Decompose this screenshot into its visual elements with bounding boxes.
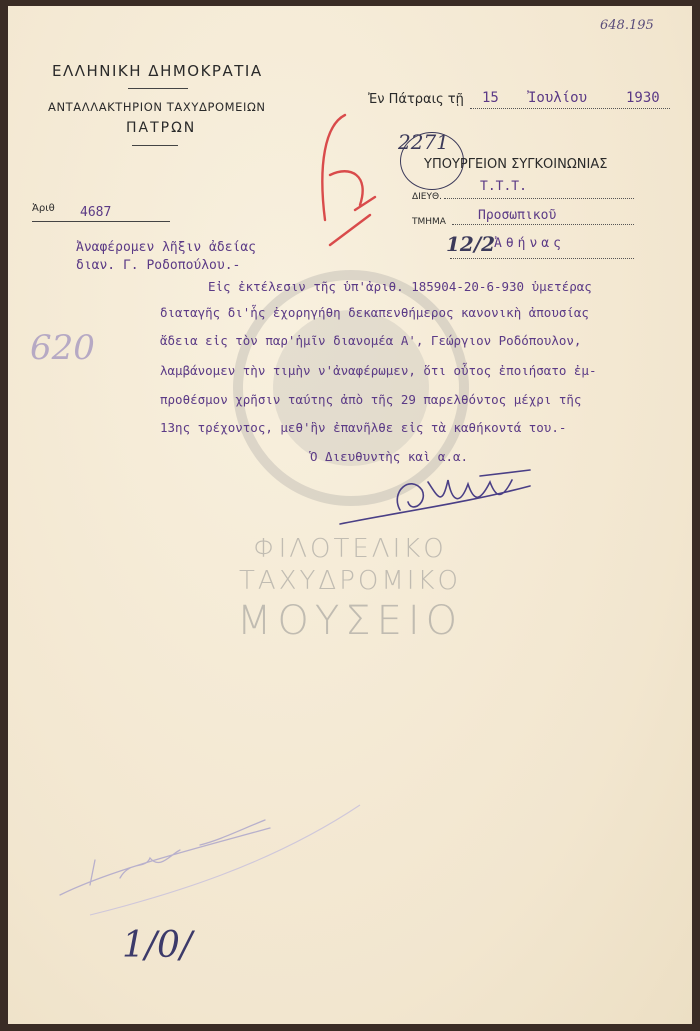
- number-label: Ἀριθ: [32, 203, 55, 214]
- letterhead-city: ΠΑΤΡΩΝ: [126, 120, 197, 136]
- date-day: 15: [482, 90, 499, 106]
- letterhead-country: ΕΛΛΗΝΙΚΗ ΔΗΜΟΚΡΑΤΙΑ: [52, 62, 263, 80]
- letterhead-underline: [132, 145, 178, 146]
- body-line: Εἰς ἐκτέλεσιν τῆς ὑπ'ἀριθ. 185904-20-6-930 ὑμετέρας: [208, 279, 592, 294]
- recipient-section-value: Προσωπικοῦ: [478, 208, 557, 223]
- body-line: διαταγῆς δι'ἧς ἐχορηγήθη δεκαπενθήμερος κανονικὴ ἀπουσίας: [160, 305, 589, 320]
- recipient-directorate-value: Τ.Τ.Τ.: [480, 179, 527, 194]
- number-underline: [32, 221, 170, 222]
- directorate-underline: [444, 198, 634, 199]
- red-handwritten-mark: [300, 105, 390, 255]
- recipient-directorate-label: ΔΙΕΥΘ.: [412, 192, 442, 202]
- date-month: Ἰουλίου: [528, 90, 588, 106]
- watermark-line-1: ΦΙΛΟΤΕΛΙΚΟ: [253, 534, 447, 564]
- recipient-ministry: ΥΠΟΥΡΓΕΙΟΝ ΣΥΓΚΟΙΝΩΝΙΑΣ: [424, 157, 608, 172]
- city-underline: [450, 258, 634, 259]
- date-prefix: Ἐν Πάτραις τῇ: [368, 92, 464, 107]
- signature: [330, 462, 540, 532]
- watermark-line-2: ΤΑΧΥΔΡΟΜΙΚΟ: [239, 566, 461, 596]
- letterhead-office: ΑΝΤΑΛΛΑΚΤΗΡΙΟΝ ΤΑΧΥΔΡΟΜΕΙΩΝ: [48, 100, 266, 114]
- recipient-city: Ἀθήνας: [494, 236, 565, 251]
- letterhead-divider: [128, 88, 188, 89]
- body-line: ἄδεια εἰς τὸν παρ'ἡμῖν διανομέα Α', Γεώργιον Ροδόπουλον,: [160, 333, 582, 348]
- pencil-scrawl: [50, 800, 370, 930]
- archive-reference: 648.195: [600, 18, 654, 33]
- subject-line-1: Ἀναφέρομεν λῆξιν ἀδείας: [76, 240, 257, 255]
- number-value: 4687: [80, 205, 112, 220]
- body-line: 13ης τρέχοντος, μεθ'ἣν ἐπανῆλθε εἰς τὰ καθήκοντά του.-: [160, 420, 567, 435]
- handwritten-ref: 12/2: [446, 232, 496, 256]
- body-line: λαμβάνομεν τὴν τιμὴν ν'ἀναφέρωμεν, ὅτι οὗτος ἐποιήσατο ἐμ-: [160, 363, 597, 378]
- margin-handwritten-number: 620: [30, 328, 95, 368]
- watermark-line-3: ΜΟΥΣΕΙΟ: [236, 598, 464, 644]
- recipient-section-label: ΤΜΗΜΑ: [412, 217, 446, 227]
- handwritten-fraction: 1/0/: [122, 925, 193, 966]
- subject-line-2: διαν. Γ. Ροδοπούλου.-: [76, 258, 241, 273]
- section-underline: [452, 224, 634, 225]
- body-line: προθέσμον χρῆσιν ταύτης ἀπὸ τῆς 29 παρελθόντος μέχρι τῆς: [160, 392, 582, 407]
- closing-signature-line: Ὁ Διευθυντὴς καὶ α.α.: [310, 449, 469, 464]
- received-stamp-number: 2271: [398, 130, 449, 154]
- date-underline: [470, 108, 670, 109]
- date-year: 1930: [626, 90, 660, 106]
